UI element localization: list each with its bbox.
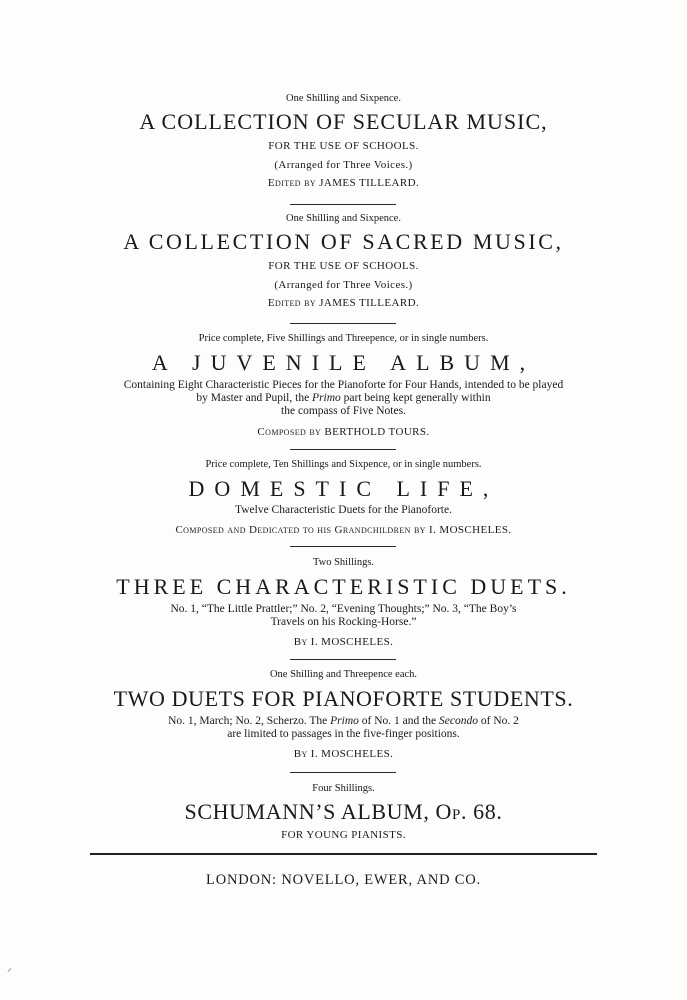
ad-subtitle: FOR THE USE OF SCHOOLS. (268, 140, 419, 152)
credit-name: JAMES TILLEARD. (319, 177, 420, 189)
ink-speck: ⸝ (7, 963, 12, 974)
price-line: One Shilling and Sixpence. (286, 93, 401, 104)
desc-text: part being kept generally within (340, 392, 491, 404)
credit-name: BERTHOLD TOURS. (324, 426, 430, 438)
section-divider (290, 659, 396, 660)
ad-title: TWO DUETS FOR PIANOFORTE STUDENTS. (113, 686, 574, 711)
price-line: One Shilling and Sixpence. (286, 213, 401, 224)
section-divider (290, 449, 396, 450)
opus-number: Op. 68. (435, 799, 503, 824)
ad-juvenile-album (0, 332, 687, 440)
ad-description: Travels on his Rocking-Horse.” (270, 616, 417, 628)
credit-prefix: Composed and Dedicated to his Grandchildren by (175, 524, 426, 536)
price-line: Price complete, Ten Shillings and Sixpence, or in single numbers. (205, 459, 482, 470)
ad-domestic-life (0, 458, 687, 538)
ad-sacred-music (0, 212, 687, 311)
ad-title: A COLLECTION OF SECULAR MUSIC, (139, 109, 548, 134)
ad-description: Twelve Characteristic Duets for the Pianoforte. (235, 504, 452, 516)
ad-credit (0, 522, 687, 538)
ad-subtitle: FOR YOUNG PIANISTS. (281, 829, 406, 841)
credit-prefix: By (293, 748, 308, 760)
price-line: Four Shillings. (312, 783, 375, 794)
ad-title: DOMESTIC LIFE, (188, 476, 499, 501)
desc-text: of No. 1 and the (358, 715, 440, 727)
desc-italic: Primo (330, 715, 359, 727)
desc-text: of No. 2 (478, 715, 519, 727)
ad-schumann-album (0, 782, 687, 843)
credit-prefix: Composed by (257, 426, 322, 438)
desc-text: No. 1, March; No. 2, Scherzo. The (168, 715, 331, 727)
credit-prefix: Edited by (267, 177, 317, 189)
credit-name: JAMES TILLEARD. (319, 297, 420, 309)
credit-name: I. MOSCHELES. (310, 748, 394, 760)
price-line: Price complete, Five Shillings and Threepence, or in single numbers. (198, 333, 489, 344)
ad-arrangement: (Arranged for Three Voices.) (274, 159, 413, 171)
section-divider (290, 323, 396, 324)
section-divider (290, 546, 396, 547)
ad-secular-music (0, 92, 687, 191)
publisher-imprint: LONDON: NOVELLO, EWER, AND CO. (206, 872, 481, 888)
title-main: SCHUMANN’S ALBUM, (184, 799, 430, 824)
ad-title (0, 799, 687, 825)
publisher-divider (90, 853, 597, 855)
desc-italic: Secondo (439, 715, 479, 727)
price-line: Two Shillings. (312, 557, 375, 568)
ad-description: No. 1, “The Little Prattler;” No. 2, “Evening Thoughts;” No. 3, “The Boy’s (170, 603, 517, 615)
ad-description: Containing Eight Characteristic Pieces for the Pianoforte for Four Hands, intended to be played (123, 379, 564, 391)
ad-subtitle: FOR THE USE OF SCHOOLS. (268, 260, 419, 272)
ad-three-duets (0, 556, 687, 650)
ad-credit (0, 295, 687, 311)
ad-credit (0, 746, 687, 762)
section-divider (290, 772, 396, 773)
ad-arrangement: (Arranged for Three Voices.) (274, 279, 413, 291)
ad-title: A JUVENILE ALBUM, (151, 350, 536, 375)
price-line: One Shilling and Threepence each. (269, 669, 418, 680)
ad-description: the compass of Five Notes. (281, 405, 406, 417)
credit-name: I. MOSCHELES. (310, 636, 394, 648)
ad-title: THREE CHARACTERISTIC DUETS. (116, 574, 571, 599)
ad-credit (0, 424, 687, 440)
ad-credit (0, 175, 687, 191)
section-divider (290, 204, 396, 205)
credit-prefix: By (293, 636, 308, 648)
desc-text: by Master and Pupil, the (196, 392, 313, 404)
ad-description (0, 392, 687, 405)
credit-prefix: Edited by (267, 297, 317, 309)
ad-two-duets (0, 668, 687, 762)
desc-italic: Primo (312, 392, 341, 404)
publisher-footer (0, 872, 687, 889)
ad-description: are limited to passages in the five-finger positions. (227, 728, 460, 740)
ad-description (0, 715, 687, 728)
credit-name: I. MOSCHELES. (429, 524, 512, 536)
ad-credit (0, 634, 687, 650)
ad-title: A COLLECTION OF SACRED MUSIC, (123, 229, 564, 254)
